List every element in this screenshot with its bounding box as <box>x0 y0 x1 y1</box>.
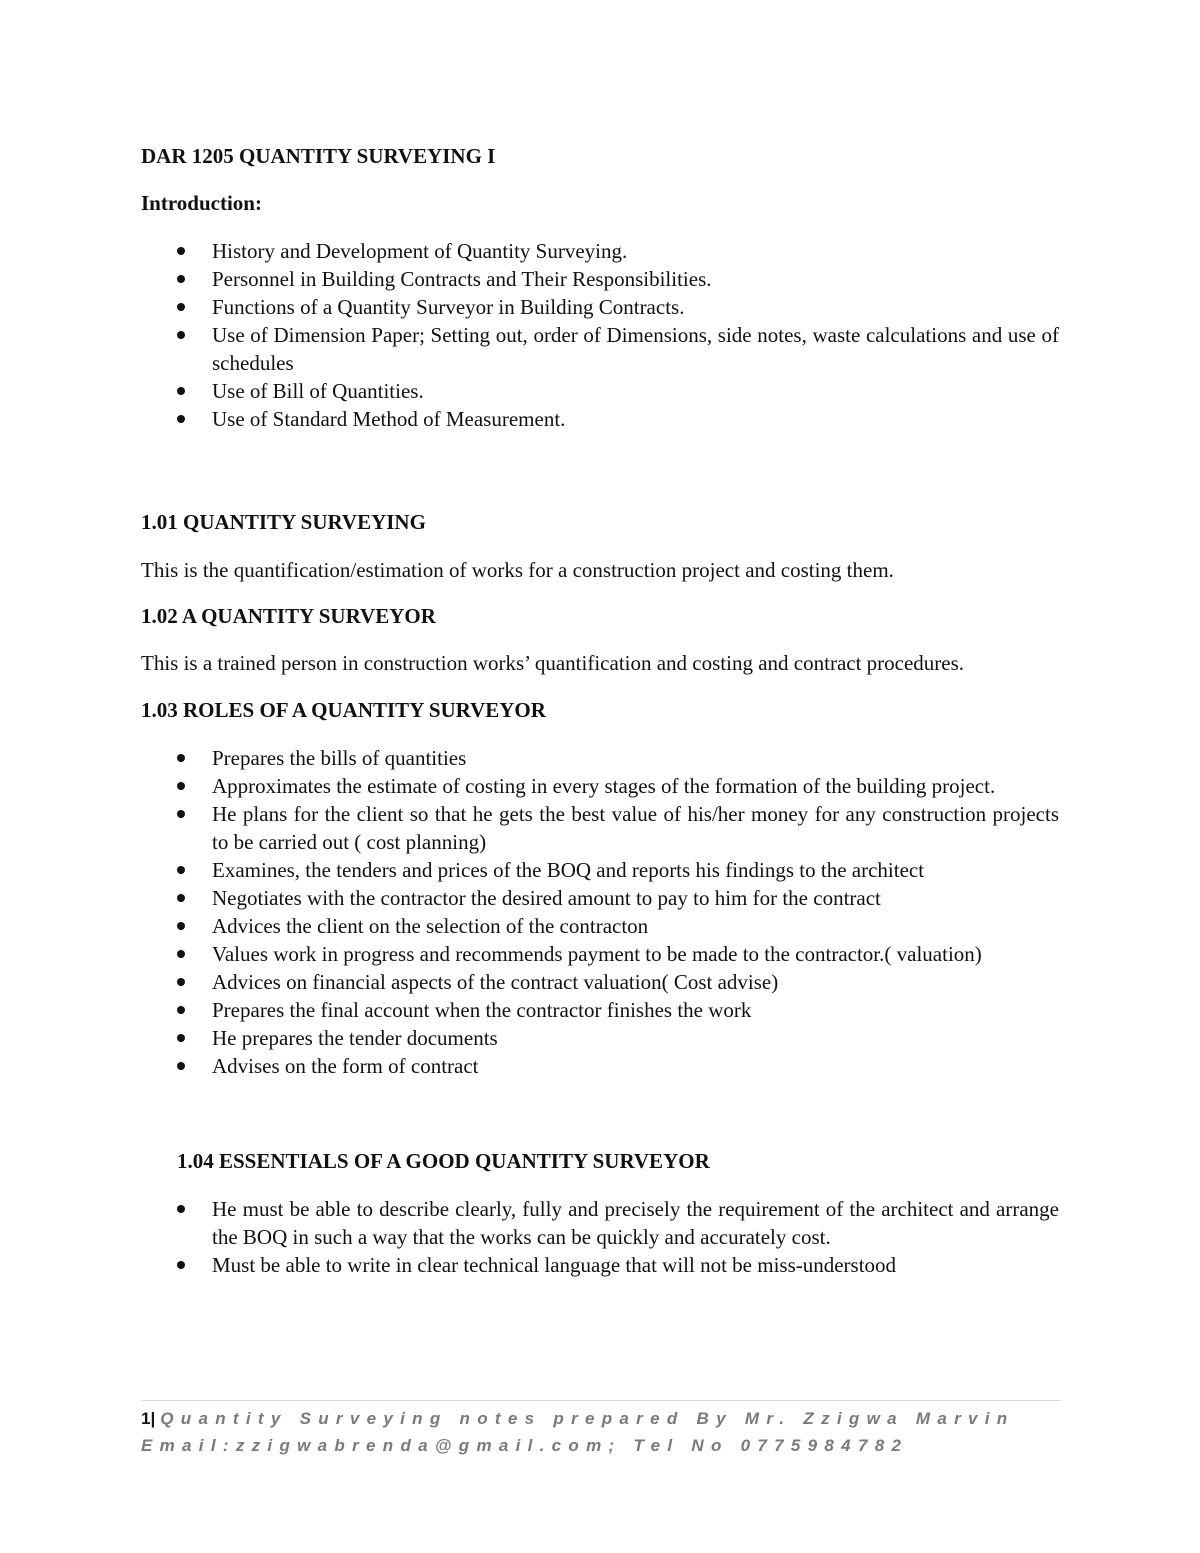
bullet-icon <box>177 247 185 255</box>
section-heading-1-04: 1.04 ESSENTIALS OF A GOOD QUANTITY SURVEYOR <box>177 1149 710 1173</box>
section-heading-1-01: 1.01 QUANTITY SURVEYING <box>141 510 426 534</box>
list-item: Advices on financial aspects of the contract valuation( Cost advise) <box>141 968 1059 996</box>
bullet-icon <box>177 1062 185 1070</box>
bullet-icon <box>177 387 185 395</box>
intro-list <box>141 237 1059 433</box>
bullet-icon <box>177 1034 185 1042</box>
list-item: Approximates the estimate of costing in every stages of the formation of the building project. <box>141 772 1059 800</box>
list-item: Negotiates with the contractor the desired amount to pay to him for the contract <box>141 884 1059 912</box>
bullet-icon <box>177 922 185 930</box>
bullet-icon <box>177 331 185 339</box>
list-item: Use of Dimension Paper; Setting out, order of Dimensions, side notes, waste calculations and use of schedules <box>141 321 1059 377</box>
list-item: He plans for the client so that he gets the best value of his/her money for any construction projects to be carried out ( cost planning) <box>141 800 1059 856</box>
list-item: Must be able to write in clear technical language that will not be miss-understood <box>141 1251 1059 1279</box>
list-item: Prepares the bills of quantities <box>141 744 1059 772</box>
bullet-icon <box>177 782 185 790</box>
footer-line-2: Email:zzigwabrenda@gmail.com; Tel No 0775984782 <box>141 1436 909 1455</box>
essentials-list <box>141 1195 1059 1279</box>
list-item: He prepares the tender documents <box>141 1024 1059 1052</box>
page-number: 1 <box>141 1409 151 1428</box>
list-item: History and Development of Quantity Surveying. <box>141 237 1059 265</box>
list-item: Prepares the final account when the contractor finishes the work <box>141 996 1059 1024</box>
list-item: Use of Bill of Quantities. <box>141 377 1059 405</box>
list-item: Personnel in Building Contracts and Their Responsibilities. <box>141 265 1059 293</box>
bullet-icon <box>177 978 185 986</box>
bullet-icon <box>177 754 185 762</box>
bullet-icon <box>177 303 185 311</box>
list-item: Examines, the tenders and prices of the BOQ and reports his findings to the architect <box>141 856 1059 884</box>
bullet-icon <box>177 950 185 958</box>
footer-credit: Quantity Surveying notes prepared By Mr. Zzigwa Marvin <box>160 1409 1015 1428</box>
list-item: Advices the client on the selection of the contracton <box>141 912 1059 940</box>
roles-list <box>141 744 1059 1080</box>
section-heading-1-03: 1.03 ROLES OF A QUANTITY SURVEYOR <box>141 698 546 722</box>
bullet-icon <box>177 275 185 283</box>
bullet-icon <box>177 894 185 902</box>
document-title: DAR 1205 QUANTITY SURVEYING I <box>141 144 496 168</box>
intro-label: Introduction: <box>141 191 262 215</box>
document-body <box>141 142 1059 1279</box>
list-item: Advises on the form of contract <box>141 1052 1059 1080</box>
footer-separator: | <box>150 1409 161 1428</box>
bullet-icon <box>177 1261 185 1269</box>
bullet-icon <box>177 810 185 818</box>
list-item: Use of Standard Method of Measurement. <box>141 405 1059 433</box>
section-body-1-01: This is the quantification/estimation of works for a construction project and costing them. <box>141 558 894 582</box>
page-footer <box>141 1400 1061 1459</box>
section-body-1-02: This is a trained person in construction works’ quantification and costing and contract procedures. <box>141 651 965 675</box>
section-heading-1-02: 1.02 A QUANTITY SURVEYOR <box>141 604 436 628</box>
list-item: Functions of a Quantity Surveyor in Building Contracts. <box>141 293 1059 321</box>
bullet-icon <box>177 866 185 874</box>
bullet-icon <box>177 1205 185 1213</box>
list-item: He must be able to describe clearly, fully and precisely the requirement of the architect and arrange the BOQ in such a way that the works can be quickly and accurately cost. <box>141 1195 1059 1251</box>
bullet-icon <box>177 1006 185 1014</box>
bullet-icon <box>177 415 185 423</box>
footer-line-1 <box>141 1405 1061 1432</box>
list-item: Values work in progress and recommends payment to be made to the contractor.( valuation) <box>141 940 1059 968</box>
